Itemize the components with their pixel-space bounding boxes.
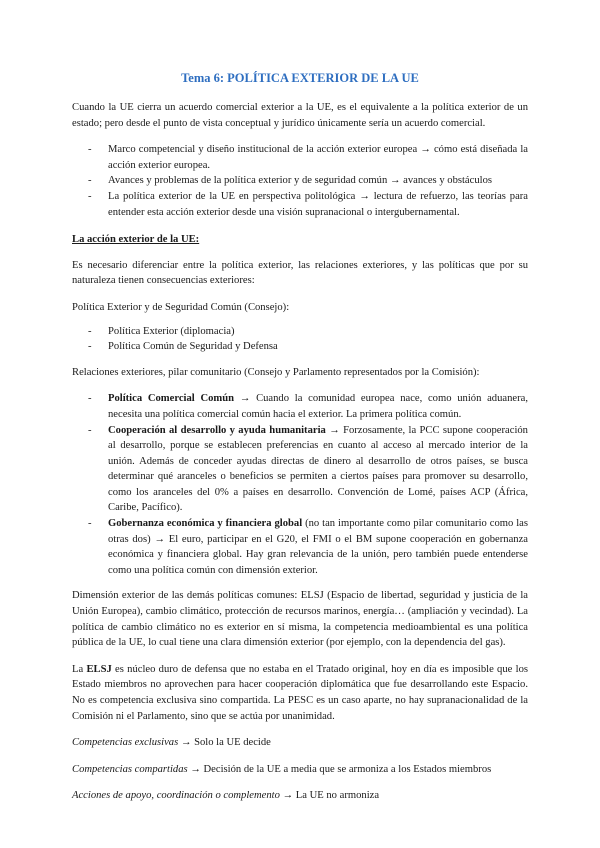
paragraph-text: es núcleo duro de defensa que no estaba en el Tratado original, hoy en día es imposible que los Estado miembros no aprovechen para hacer cooperación diplomática que fue desarrollando este Espacio. No es competencia exclusiva sino compartida. La PESC es un caso aparte, no hay supranacionalidad de la Comisión ni el Parlamento, sino que se actúa por unanimidad.: [72, 663, 528, 722]
relations-list: [72, 391, 528, 578]
item-term: Cooperación al desarrollo y ayuda humanitaria: [108, 424, 326, 436]
list-item: [108, 391, 528, 422]
list-item: - Política Exterior (diplomacia): [108, 324, 528, 340]
competence-term: Competencias exclusivas: [72, 737, 179, 749]
list-item: [108, 516, 528, 578]
competence-term: Competencias compartidas: [72, 763, 188, 775]
item-term: Gobernanza económica y financiera global: [108, 518, 303, 530]
competence-text: → La UE no armoniza: [279, 790, 380, 802]
list-item: - La política exterior de la UE en perspectiva politológica → lectura de refuerzo, las teorías para entender esta acción exterior desde una visión supranacional o intergubernamental.: [108, 189, 528, 220]
list-item: [108, 423, 528, 517]
item-text: (no tan importante como pilar comunitario como las otras dos) → El euro, participar en el G20, el FMI o el BM supone cooperación en gobernanza económica y financiera global. Hay gran relevancia de la unión, pero también puede entenderse como una política común con dimensión exterior.: [108, 518, 528, 576]
relations-label: Relaciones exteriores, pilar comunitario (Consejo y Parlamento representados por la Comisión):: [72, 366, 480, 378]
list-item: - Marco competencial y diseño institucional de la acción exterior europea → cómo está diseñada la acción exterior europea.: [108, 142, 528, 173]
section-intro-paragraph: Es necesario diferenciar entre la política exterior, las relaciones exteriores, y las políticas que por su naturaleza tienen consecuencias exteriores:: [72, 259, 528, 287]
section-heading: La acción exterior de la UE:: [72, 234, 200, 246]
competence-text: → Decisión de la UE a media que se armoniza a los Estados miembros: [187, 763, 492, 775]
document-title: Tema 6: POLÍTICA EXTERIOR DE LA UE: [181, 71, 419, 85]
item-text: → Forzosamente, la PCC supone cooperación al desarrollo, porque se establecen preferencias en cuanto al acceso al mercado interior de la unión. Además de conceder ayudas directas de dinero al desarrollo de otros países, se busca determinar qué aranceles o beneficios se permiten a ciertos países para promover su desarrollo, como los aranceles del 0% a países en desarrollo. Convención de Lomé, países ACP (África, Caribe, Pacífico).: [108, 424, 528, 514]
elsj-term: ELSJ: [86, 663, 112, 675]
competence-line: [72, 762, 528, 778]
dimension-paragraph: Dimensión exterior de las demás políticas comunes: ELSJ (Espacio de libertad, seguridad y justicia de la Unión Europea), cambio climático, protección de recursos marinos, energía… (ampliación y vecindad). La política de cambio climático no es exterior en sí misma, la competencia medioambiental es una política pública de la UE, lo cual tiene una clara dimensión exterior (por ejemplo, con la dependencia del gas).: [72, 590, 528, 649]
elsj-paragraph: [72, 662, 528, 724]
intro-paragraph: Cuando la UE cierra un acuerdo comercial exterior a la UE, es el equivalente a la política exterior de un estado; pero desde el punto de vista conceptual y jurídico únicamente sería un acuerdo comercial.: [72, 102, 528, 129]
item-text: → Cuando la comunidad europea nace, como unión aduanera, necesita una política comercial común hacia el exterior. La primera política común.: [108, 393, 528, 420]
competence-text: → Solo la UE decide: [178, 737, 271, 749]
pesc-label: Política Exterior y de Seguridad Común (Consejo):: [72, 301, 290, 313]
competence-line: [72, 735, 528, 751]
list-item: - Avances y problemas de la política exterior y de seguridad común → avances y obstáculos: [108, 173, 528, 189]
paragraph-prefix: La: [72, 663, 87, 675]
pesc-list: [72, 324, 528, 355]
competence-term: Acciones de apoyo, coordinación o complemento: [72, 790, 280, 802]
intro-list: [72, 142, 528, 220]
competence-line: [72, 788, 528, 804]
item-term: Política Comercial Común: [108, 393, 235, 405]
list-item: - Política Común de Seguridad y Defensa: [108, 339, 528, 355]
